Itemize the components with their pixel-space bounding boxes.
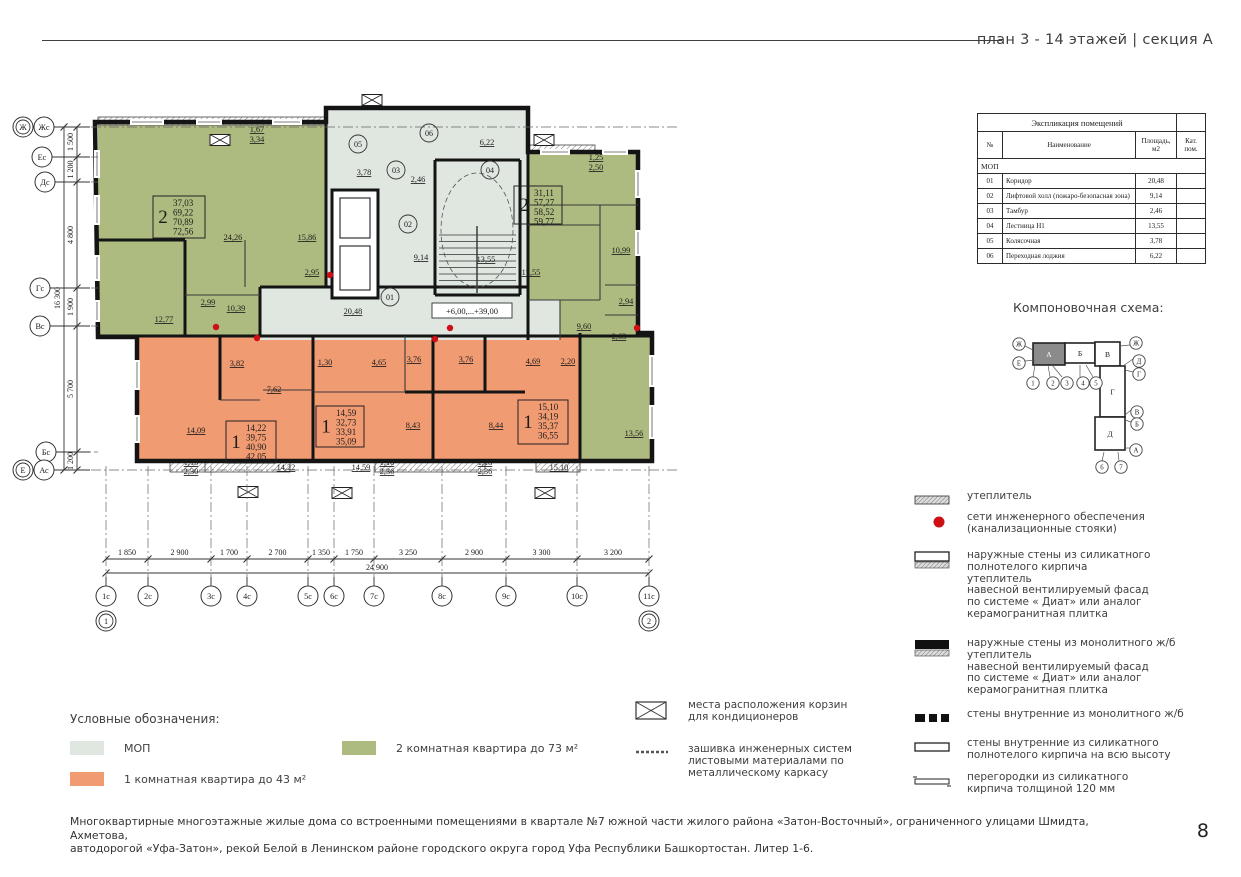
legend-item-line: по системе « Диат» или аналог bbox=[967, 596, 1142, 609]
apartment-area-value: 72,56 bbox=[173, 226, 194, 237]
legend-item-line: наружные стены из силикатного bbox=[967, 549, 1151, 561]
table-row bbox=[978, 189, 1206, 204]
dimension-label: 1 750 bbox=[345, 548, 363, 557]
sewer-riser-icon bbox=[254, 335, 260, 341]
room-area-cell: 13,55 bbox=[1136, 219, 1177, 234]
apartment-area-value: 42,05 bbox=[246, 451, 267, 462]
area-label: 2,50 bbox=[588, 163, 604, 172]
room-number-cell: 02 bbox=[978, 189, 1003, 204]
area-label: 13,55 bbox=[476, 255, 496, 264]
area-label: 2,20 bbox=[560, 357, 576, 366]
legend-item-line: стены внутренние из силикатного bbox=[967, 737, 1159, 749]
area-label: 2,63 bbox=[611, 332, 627, 341]
column-header: Наименование bbox=[1003, 132, 1136, 159]
area-label: 4,69 bbox=[525, 357, 541, 366]
area-label: 4,65 bbox=[371, 358, 387, 367]
apartment-rooms-count: 2 bbox=[158, 207, 168, 228]
apartment-area-value: 35,37 bbox=[538, 421, 559, 431]
axis-bubble-label: 10с bbox=[571, 592, 583, 601]
apartment-area-value: 31,11 bbox=[534, 188, 554, 198]
room-number-cell: 03 bbox=[978, 204, 1003, 219]
apartment-area-value: 39,75 bbox=[246, 432, 267, 443]
axis-bubble-label: 4с bbox=[243, 592, 251, 601]
legend-item-line: утеплитель bbox=[967, 490, 1032, 502]
area-label: 10,39 bbox=[226, 304, 246, 313]
axis-bubble-label: Ес bbox=[37, 153, 47, 162]
scheme-axis-label: 2 bbox=[1051, 380, 1055, 388]
area-label: 1,67 bbox=[249, 125, 265, 134]
area-label: 1,18 bbox=[477, 458, 493, 467]
scheme-axis-label: 7 bbox=[1119, 464, 1123, 472]
legend-item-text bbox=[967, 738, 1171, 764]
axis-bubble-label: Дс bbox=[40, 178, 50, 187]
room-number-label: 03 bbox=[392, 166, 400, 175]
legend-item-text bbox=[967, 638, 1176, 697]
area-label: 8,44 bbox=[488, 421, 504, 430]
room-number-label: 04 bbox=[486, 166, 494, 175]
legend-item bbox=[634, 700, 894, 726]
area-label: 1,30 bbox=[317, 358, 333, 367]
legend-item-line: сети инженерного обеспечения bbox=[967, 511, 1145, 523]
legend-icon-cell bbox=[913, 738, 967, 764]
axis-bubble-label: 3с bbox=[207, 592, 215, 601]
red-dot-icon bbox=[913, 512, 967, 534]
legend-item bbox=[913, 550, 1223, 621]
room-name-cell: Лестница Н1 bbox=[1003, 219, 1136, 234]
area-label: 1,25 bbox=[588, 153, 604, 162]
room-number-cell: 04 bbox=[978, 219, 1003, 234]
room-number-label: 06 bbox=[425, 129, 433, 138]
legend-icon-cell bbox=[913, 709, 967, 735]
page-number: 8 bbox=[1196, 820, 1209, 842]
scheme-axis-label: Д bbox=[1136, 358, 1142, 366]
elevator-cab bbox=[340, 198, 370, 238]
legend-item-line: металлическому каркасу bbox=[688, 766, 829, 779]
dimension-label: 2 900 bbox=[170, 548, 189, 557]
apartment-rooms-count: 1 bbox=[321, 416, 331, 438]
room-category-cell bbox=[1177, 204, 1206, 219]
legend-item bbox=[913, 772, 1223, 798]
layout-scheme bbox=[1000, 330, 1215, 490]
legend-item-text bbox=[688, 744, 852, 779]
table-corner-cell bbox=[1177, 114, 1206, 132]
scheme-leader-line bbox=[1125, 370, 1133, 372]
dimension-total-label: 16 300 bbox=[53, 287, 62, 309]
scheme-leader-line bbox=[1033, 365, 1035, 377]
apartment-area-value: 37,03 bbox=[173, 198, 194, 208]
axis-bubble-label: Ас bbox=[39, 466, 49, 475]
corridor-region bbox=[528, 300, 560, 340]
area-label: 15,10 bbox=[549, 463, 569, 472]
scheme-axis-label: 3 bbox=[1065, 380, 1069, 388]
scheme-axis-label: Ж bbox=[1132, 340, 1140, 348]
legend-item-text bbox=[967, 709, 1184, 735]
apartment-area-value: 59,77 bbox=[534, 216, 555, 227]
dimension-label: 3 250 bbox=[399, 548, 417, 557]
insulation-bar-icon bbox=[913, 491, 967, 513]
table-row bbox=[978, 219, 1206, 234]
area-label: 13,56 bbox=[624, 429, 644, 438]
axis-bubble-label: Гс bbox=[35, 284, 45, 293]
scheme-leader-line bbox=[1125, 420, 1131, 422]
axis-bubble-label: Бс bbox=[41, 448, 51, 457]
area-label: 3,34 bbox=[249, 135, 265, 144]
legend-item-line: керамогранитная плитка bbox=[967, 684, 1108, 697]
insulation-bar-icon bbox=[915, 496, 949, 504]
axis-bubble-label: 2с bbox=[144, 592, 152, 601]
apartment-rooms-count: 1 bbox=[231, 432, 241, 453]
scheme-axis-label: 5 bbox=[1094, 380, 1098, 388]
monolith-outer-wall-icon bbox=[913, 638, 967, 660]
footer-line-2: автодорогой «Уфа-Затон», рекой Белой в Ленинском районе городского округа город Уфа Республики Башкортостан. Литер 1-6. bbox=[70, 842, 814, 855]
room-number-label: 05 bbox=[354, 140, 362, 149]
legend-item-line: навесной вентилируемый фасад bbox=[967, 660, 1149, 673]
apartment-area-value: 14,22 bbox=[246, 423, 267, 433]
table-row bbox=[978, 234, 1206, 249]
room-area-cell: 3,78 bbox=[1136, 234, 1177, 249]
table-row bbox=[978, 204, 1206, 219]
legend-title: Условные обозначения: bbox=[70, 712, 220, 726]
axis-bubble-label: 11с bbox=[643, 592, 655, 601]
area-label: 24,26 bbox=[223, 233, 243, 242]
area-label: 10,99 bbox=[611, 246, 631, 255]
area-label: 14,22 bbox=[276, 463, 296, 472]
footer-note bbox=[70, 815, 1140, 856]
green-room-region bbox=[580, 333, 652, 461]
apartment-area-value: 33,91 bbox=[336, 427, 357, 437]
dimension-label: 2 900 bbox=[465, 548, 483, 557]
scheme-leader-line bbox=[1086, 365, 1093, 377]
area-label: 2,94 bbox=[618, 297, 634, 306]
scheme-axis-label: Ж bbox=[1015, 341, 1023, 349]
scheme-leader-line bbox=[1118, 452, 1119, 461]
area-label: 2,99 bbox=[200, 298, 216, 307]
header-rule bbox=[42, 40, 1002, 41]
silicate-inner-wall-icon bbox=[913, 738, 967, 760]
room-name-cell: Колясочная bbox=[1003, 234, 1136, 249]
apartment-area-value: 32,73 bbox=[336, 417, 357, 428]
legend-swatch-item bbox=[342, 741, 578, 755]
legend-item bbox=[913, 512, 1223, 538]
room-number-label: 01 bbox=[386, 293, 394, 302]
apartment-area-value: 70,89 bbox=[173, 217, 194, 227]
room-category-cell bbox=[1177, 189, 1206, 204]
dimension-label: 3 300 bbox=[532, 548, 551, 557]
table-title: Экспликация помещений bbox=[978, 114, 1177, 132]
legend-item-text bbox=[967, 512, 1145, 538]
legend-icon-cell bbox=[913, 772, 967, 798]
dimension-label: 4 800 bbox=[66, 226, 75, 244]
dimension-label: 3 200 bbox=[604, 548, 622, 557]
swatch-label: 1 комнатная квартира до 43 м² bbox=[124, 772, 307, 786]
apartment-area-value: 58,52 bbox=[534, 207, 555, 217]
scheme-axis-label: В bbox=[1134, 409, 1140, 417]
area-label: 3,76 bbox=[458, 355, 474, 364]
legend-item-line: полнотелого кирпича bbox=[967, 560, 1088, 573]
apartment-area-value: 36,55 bbox=[538, 430, 559, 441]
area-label: 7,62 bbox=[266, 385, 282, 394]
scheme-axis-label: 4 bbox=[1081, 380, 1085, 388]
column-header: № bbox=[978, 132, 1003, 159]
area-label: 2,30 bbox=[183, 467, 199, 476]
legend-item bbox=[913, 638, 1223, 697]
axis-bubble-label: 1с bbox=[102, 592, 110, 601]
area-label: 2,95 bbox=[304, 268, 320, 277]
area-label: 1,15 bbox=[183, 458, 199, 467]
column-header: Кат. пом. bbox=[1177, 132, 1206, 159]
room-name-cell: Тамбур bbox=[1003, 204, 1136, 219]
dimension-label: 5 700 bbox=[66, 380, 75, 398]
area-label: 14,59 bbox=[351, 463, 371, 472]
table-row bbox=[978, 174, 1206, 189]
scheme-leader-line bbox=[1025, 346, 1033, 350]
floor-plan bbox=[0, 78, 760, 648]
scheme-axis-label: 1 bbox=[1031, 380, 1035, 388]
sewer-riser-icon bbox=[634, 325, 640, 331]
silicate-outer-wall-icon bbox=[915, 552, 949, 561]
legend-item-line: навесной вентилируемый фасад bbox=[967, 584, 1149, 597]
legend-icon-cell bbox=[634, 700, 688, 726]
section-row: МОП bbox=[978, 159, 1206, 174]
scheme-leader-line bbox=[1125, 410, 1131, 415]
scheme-leader-line bbox=[1048, 365, 1050, 377]
scheme-axis-label: А bbox=[1133, 447, 1139, 455]
legend-item-line: утеплитель bbox=[967, 648, 1032, 661]
room-number-cell: 01 bbox=[978, 174, 1003, 189]
scheme-leader-line bbox=[1052, 365, 1062, 377]
apartments-1room-region bbox=[137, 336, 580, 461]
apartment-area-value: 35,09 bbox=[336, 436, 357, 447]
area-label: 3,82 bbox=[229, 359, 245, 368]
color-swatch bbox=[70, 772, 104, 786]
axis-bubble-label: 9с bbox=[502, 592, 510, 601]
apartment-area-value: 69,22 bbox=[173, 207, 194, 218]
area-label: 1,18 bbox=[379, 458, 395, 467]
area-label: 3,78 bbox=[356, 168, 372, 177]
room-category-cell bbox=[1177, 234, 1206, 249]
scheme-axis-label: 6 bbox=[1100, 464, 1104, 472]
silicate-outer-wall-icon bbox=[913, 550, 967, 572]
scheme-section-label: В bbox=[1104, 350, 1111, 359]
monolith-outer-wall-icon bbox=[915, 650, 949, 656]
explication-table bbox=[977, 113, 1206, 264]
room-name-cell: Коридор bbox=[1003, 174, 1136, 189]
legend-item-line: зашивка инженерных систем bbox=[688, 743, 852, 755]
scheme-title: Компоновочная схема: bbox=[1013, 300, 1164, 315]
area-label: 6,22 bbox=[479, 138, 495, 147]
monolith-inner-wall-icon bbox=[915, 714, 949, 722]
axis-bubble-label: 7с bbox=[370, 592, 378, 601]
room-area-cell: 20,48 bbox=[1136, 174, 1177, 189]
room-area-cell: 9,14 bbox=[1136, 189, 1177, 204]
sewer-riser-icon bbox=[432, 336, 438, 342]
monolith-inner-wall-icon bbox=[913, 709, 967, 731]
legend-swatch-item bbox=[70, 772, 306, 786]
room-number-label: 02 bbox=[404, 220, 412, 229]
page-title: план 3 - 14 этажей | секция А bbox=[976, 32, 1213, 48]
scheme-section-label: Б bbox=[1077, 349, 1083, 358]
legend-icon-cell bbox=[634, 744, 688, 779]
dimension-label: 1 200 bbox=[66, 452, 75, 470]
room-name-cell: Лифтовой холл (пожаро-безопасная зона) bbox=[1003, 189, 1136, 204]
axis-bubble-label: Ж bbox=[19, 123, 27, 132]
legend-item-text bbox=[967, 772, 1128, 798]
scheme-leader-line bbox=[1102, 452, 1104, 461]
legend-item-text bbox=[967, 550, 1150, 621]
room-name-cell: Переходная лоджия bbox=[1003, 249, 1136, 264]
apartment-area-value: 57,27 bbox=[534, 197, 555, 208]
area-label: 2,36 bbox=[379, 467, 395, 476]
apartment-area-value: 40,90 bbox=[246, 442, 267, 452]
legend-icon-cell bbox=[913, 638, 967, 697]
room-category-cell bbox=[1177, 219, 1206, 234]
room-area-cell: 2,46 bbox=[1136, 204, 1177, 219]
legend-item bbox=[913, 738, 1223, 764]
apartment-area-value: 34,19 bbox=[538, 411, 559, 422]
scheme-leader-line bbox=[1123, 359, 1133, 366]
dimension-label: 1 500 bbox=[66, 133, 75, 151]
dimension-label: 1 700 bbox=[220, 548, 238, 557]
sewer-riser-icon bbox=[213, 324, 219, 330]
monolith-inner-wall-icon bbox=[925, 714, 929, 722]
area-label: 9,14 bbox=[413, 253, 429, 262]
legend-icon-cell bbox=[913, 512, 967, 538]
area-label: 12,77 bbox=[154, 315, 174, 324]
axis-bubble-label: 8с bbox=[438, 592, 446, 601]
scheme-leader-line bbox=[1120, 345, 1130, 346]
dimension-total-label: 24 900 bbox=[366, 563, 388, 572]
axis-bubble-label: 1 bbox=[103, 617, 109, 626]
area-label: 8,43 bbox=[405, 421, 421, 430]
table-row bbox=[978, 249, 1206, 264]
axis-bubble-label: 5с bbox=[304, 592, 312, 601]
table-row bbox=[978, 114, 1206, 132]
apartment-rooms-count: 1 bbox=[523, 412, 533, 433]
elevation-label: +6,00,...+39,00 bbox=[445, 306, 499, 316]
dimension-label: 2 700 bbox=[268, 548, 287, 557]
legend-item bbox=[634, 744, 894, 779]
axis-bubble-label: 6с bbox=[330, 592, 338, 601]
sewer-riser-icon bbox=[327, 272, 333, 278]
red-dot-icon bbox=[934, 517, 945, 528]
axis-bubble-label: Е bbox=[20, 466, 26, 475]
area-label: 14,09 bbox=[186, 426, 206, 435]
legend-item bbox=[913, 709, 1223, 735]
sheathing-line-icon bbox=[634, 744, 688, 766]
color-swatch bbox=[342, 741, 376, 755]
scheme-section-label: Г bbox=[1110, 387, 1115, 397]
legend-item-line: перегородки из силикатного bbox=[967, 771, 1129, 783]
column-header: Площадь, м2 bbox=[1136, 132, 1177, 159]
area-label: 2,36 bbox=[477, 467, 493, 476]
table-row bbox=[978, 132, 1206, 159]
axis-bubble-label: Жс bbox=[38, 123, 50, 132]
legend-item-line: наружные стены из монолитного ж/б bbox=[967, 637, 1176, 649]
sewer-riser-icon bbox=[447, 325, 453, 331]
footer-line-1: Многоквартирные многоэтажные жилые дома со встроенными помещениями в квартале №7 южной части жилого района «Затон-Восточный», ограниченного улицами Шмидта, Ахметова, bbox=[70, 815, 1089, 842]
room-number-cell: 05 bbox=[978, 234, 1003, 249]
scheme-section-label: Д bbox=[1107, 429, 1113, 439]
room-area-cell: 6,22 bbox=[1136, 249, 1177, 264]
legend-item-line: для кондиционеров bbox=[688, 710, 799, 723]
legend-item-line: места расположения корзин bbox=[688, 699, 848, 711]
color-swatch bbox=[70, 741, 104, 755]
table-row bbox=[978, 159, 1206, 174]
legend-item-line: утеплитель bbox=[967, 572, 1032, 585]
scheme-section-label: А bbox=[1046, 350, 1052, 359]
partition-icon bbox=[915, 779, 949, 784]
elevator-cab bbox=[340, 246, 370, 290]
room-number-cell: 06 bbox=[978, 249, 1003, 264]
silicate-outer-wall-icon bbox=[915, 562, 949, 568]
legend-item-line: стены внутренние из монолитного ж/б bbox=[967, 708, 1184, 720]
apartment-area-value: 14,59 bbox=[336, 408, 357, 418]
legend-item-line: (канализационные стояки) bbox=[967, 522, 1117, 535]
area-label: 2,46 bbox=[410, 175, 426, 184]
axis-bubble-label: Вс bbox=[35, 322, 45, 331]
axis-bubble-label: 2 bbox=[646, 617, 652, 626]
scheme-axis-label: Е bbox=[1016, 360, 1022, 368]
silicate-inner-wall-icon bbox=[915, 743, 949, 751]
room-category-cell bbox=[1177, 174, 1206, 189]
dimension-label: 1 850 bbox=[118, 548, 136, 557]
scheme-axis-label: Б bbox=[1135, 421, 1139, 429]
legend-item-line: керамогранитная плитка bbox=[967, 607, 1108, 620]
legend-item-line: листовыми материалами по bbox=[688, 754, 844, 767]
ac-basket-icon bbox=[634, 700, 688, 722]
room-category-cell bbox=[1177, 249, 1206, 264]
legend-icon-cell bbox=[913, 550, 967, 621]
monolith-outer-wall-icon bbox=[915, 640, 949, 649]
area-label: 9,60 bbox=[576, 322, 592, 331]
swatch-label: 2 комнатная квартира до 73 м² bbox=[396, 741, 579, 755]
area-label: 17,55 bbox=[521, 268, 541, 277]
dimension-label: 1 900 bbox=[66, 298, 75, 316]
legend-item-line: кирпича толщиной 120 мм bbox=[967, 782, 1116, 795]
legend-item-text bbox=[688, 700, 847, 726]
dimension-label: 1 350 bbox=[312, 548, 330, 557]
monolith-inner-wall-icon bbox=[937, 714, 941, 722]
legend-item-line: полнотелого кирпича на всю высоту bbox=[967, 748, 1171, 761]
swatch-label: МОП bbox=[124, 741, 151, 755]
apartment-area-value: 15,10 bbox=[538, 402, 559, 412]
apartment-rooms-count: 2 bbox=[519, 195, 529, 216]
area-label: 20,48 bbox=[343, 307, 363, 316]
scheme-axis-label: Г bbox=[1137, 371, 1141, 379]
partition-icon bbox=[913, 772, 967, 794]
dimension-label: 1 200 bbox=[66, 160, 75, 179]
area-label: 15,86 bbox=[297, 233, 317, 242]
area-label: 3,76 bbox=[406, 355, 422, 364]
legend-swatch-item bbox=[70, 741, 150, 755]
legend-item-line: по системе « Диат» или аналог bbox=[967, 672, 1142, 685]
